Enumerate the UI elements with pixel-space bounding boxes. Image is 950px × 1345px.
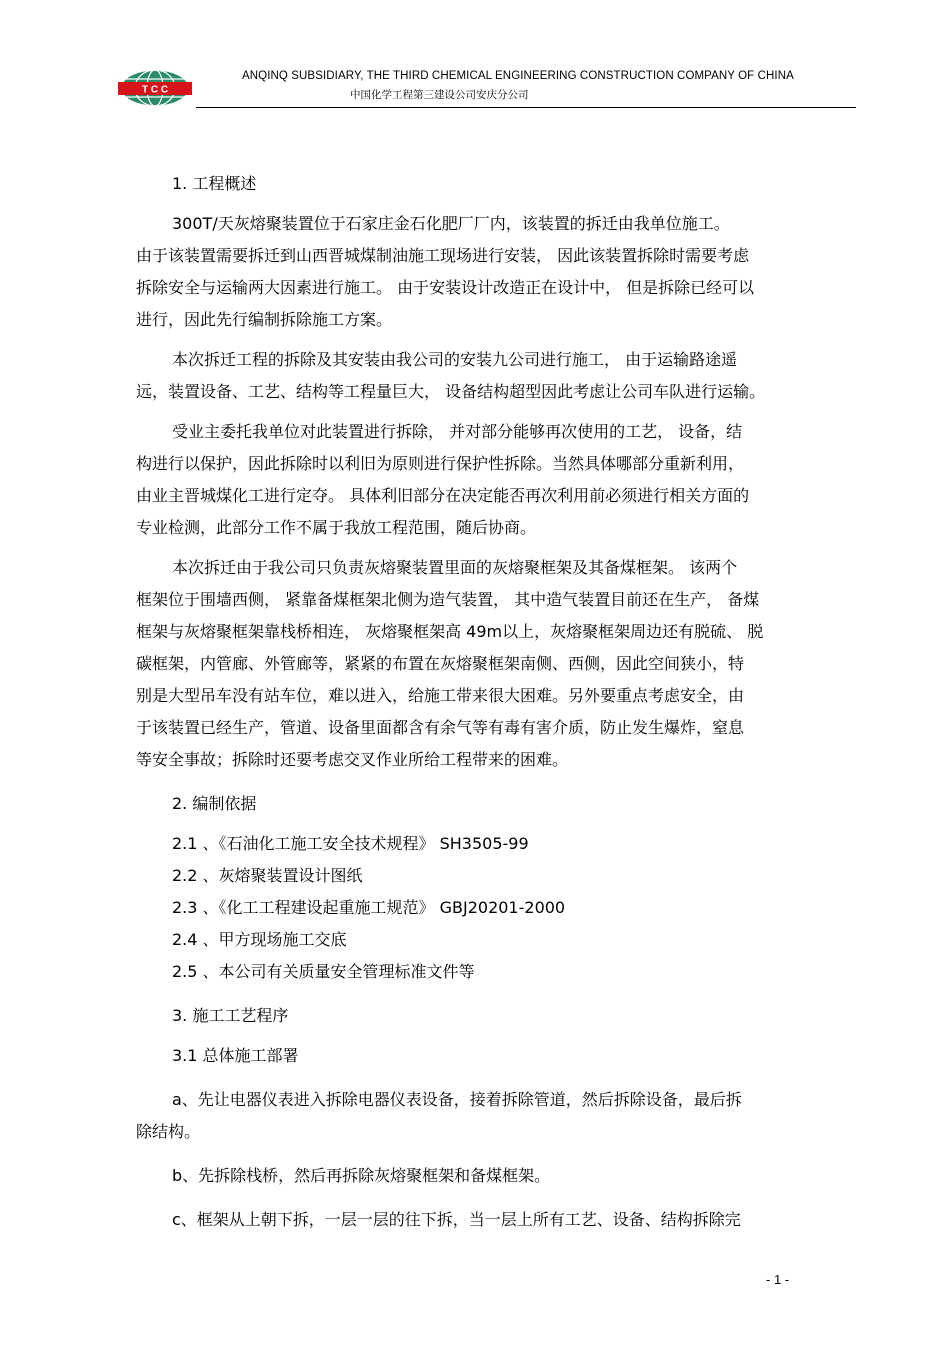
text-line: 由业主晋城煤化工进行定夺。 具体利旧部分在决定能否再次利用前必须进行相关方面的 (136, 486, 750, 505)
company-name-en: ANQINQ SUBSIDIARY, THE THIRD CHEMICAL ENGINEERING CONSTRUCTION COMPANY OF CHINA (242, 70, 794, 82)
text-line: 别是大型吊车没有站车位，难以进入，给施工带来很大困难。另外要重点考虑安全，由 (136, 686, 745, 705)
logo-text: T C C (141, 84, 169, 96)
company-name-zh: 中国化学工程第三建设公司安庆分公司 (350, 89, 529, 101)
text-line: 远，装置设备、工艺、结构等工程量巨大， 设备结构超型因此考虑让公司车队进行运输。 (136, 382, 766, 401)
text-line: 专业检测，此部分工作不属于我放工程范围，随后协商。 (136, 518, 537, 537)
text-line: 本次拆迁由于我公司只负责灰熔聚装置里面的灰熔聚框架及其备煤框架。 该两个 (172, 558, 738, 577)
paragraph-overview-1 (136, 208, 860, 336)
page-header (118, 62, 863, 110)
text-line: 框架与灰熔聚框架靠栈桥相连， 灰熔聚框架高 49m以上，灰熔聚框架周边还有脱硫、 脱 (136, 622, 764, 641)
list-item: 2.1 、《石油化工施工安全技术规程》 SH3505-99 (172, 834, 529, 853)
paragraph-overview-3 (136, 416, 860, 544)
text-line: a、先让电器仪表进入拆除电器仪表设备，接着拆除管道，然后拆除设备，最后拆 (172, 1090, 742, 1109)
text-line: 由于该装置需要拆迁到山西晋城煤制油施工现场进行安装， 因此该装置拆除时需要考虑 (136, 246, 750, 265)
text-line: 碳框架，内管廊、外管廊等，紧紧的布置在灰熔聚框架南侧、西侧，因此空间狭小，特 (136, 654, 745, 673)
reference-list (136, 828, 860, 988)
header-divider (196, 107, 856, 108)
page-number: - 1 - (766, 1272, 790, 1287)
section-2-title: 2. 编制依据 (172, 794, 257, 813)
text-line: 受业主委托我单位对此装置进行拆除， 并对部分能够再次使用的工艺， 设备，结 (172, 422, 743, 441)
list-item: 2.2 、灰熔聚装置设计图纸 (172, 866, 363, 885)
text-line: 300T/天灰熔聚装置位于石家庄金石化肥厂厂内，该装置的拆迁由我单位施工。 (172, 214, 730, 233)
tcc-logo (118, 68, 192, 108)
text-line: 框架位于围墙西侧， 紧靠备煤框架北侧为造气装置， 其中造气装置目前还在生产， 备煤 (136, 590, 760, 609)
paragraph-overview-4 (136, 552, 860, 776)
text-line: 拆除安全与运输两大因素进行施工。 由于安装设计改造正在设计中， 但是拆除已经可以 (136, 278, 755, 297)
section-3-1-title: 3.1 总体施工部署 (172, 1046, 299, 1065)
text-line: 除结构。 (136, 1122, 201, 1141)
section-3-title: 3. 施工工艺程序 (172, 1006, 289, 1025)
paragraph-step-c: c、框架从上朝下拆，一层一层的往下拆，当一层上所有工艺、设备、结构拆除完 (172, 1210, 741, 1229)
section-1-title: 1. 工程概述 (172, 174, 257, 193)
text-line: 于该装置已经生产，管道、设备里面都含有余气等有毒有害介质，防止发生爆炸，窒息 (136, 718, 745, 737)
list-item: 2.5 、本公司有关质量安全管理标准文件等 (172, 962, 475, 981)
text-line: 等安全事故；拆除时还要考虑交叉作业所给工程带来的困难。 (136, 750, 569, 769)
text-line: 进行，因此先行编制拆除施工方案。 (136, 310, 393, 329)
document-body (136, 168, 860, 1236)
paragraph-step-b: b、先拆除栈桥，然后再拆除灰熔聚框架和备煤框架。 (172, 1166, 551, 1185)
list-item: 2.4 、甲方现场施工交底 (172, 930, 347, 949)
paragraph-overview-2 (136, 344, 860, 408)
list-item: 2.3 、《化工工程建设起重施工规范》 GBJ20201-2000 (172, 898, 566, 917)
text-line: 构进行以保护，因此拆除时以利旧为原则进行保护性拆除。当然具体哪部分重新利用， (136, 454, 745, 473)
paragraph-step-a (136, 1084, 860, 1148)
text-line: 本次拆迁工程的拆除及其安装由我公司的安装九公司进行施工， 由于运输路途遥 (172, 350, 738, 369)
